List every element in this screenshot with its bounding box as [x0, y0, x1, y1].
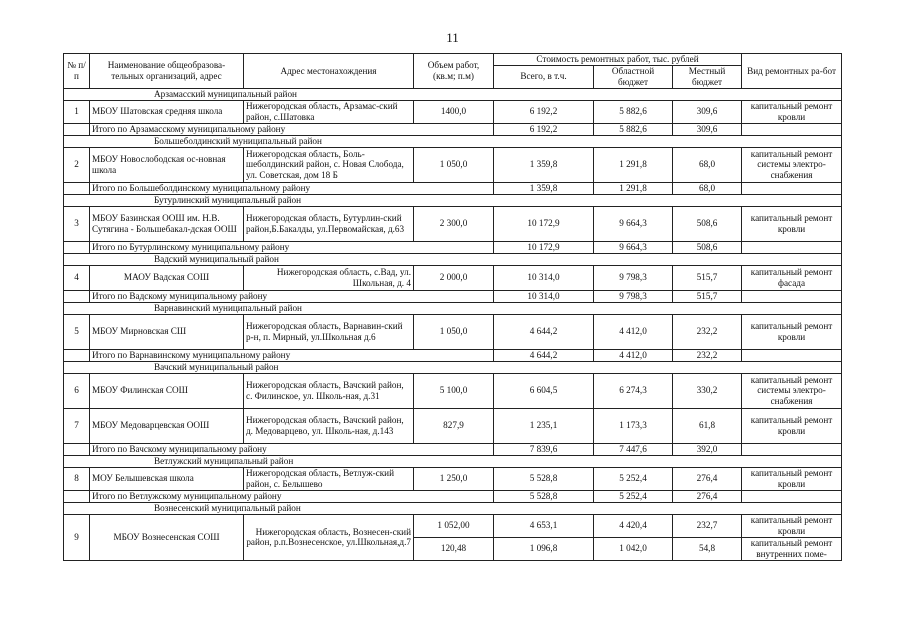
header-num: № п/п [64, 54, 90, 89]
cell-total: 4 653,1 [494, 514, 594, 537]
cell-address: Нижегородская область, с.Вад, ул. Школьная, д. 4 [244, 265, 414, 290]
cell-volume: 120,48 [414, 537, 494, 560]
cell-kind: капитальный ремонт внутренних поме- [742, 537, 842, 560]
total-regional: 1 291,8 [594, 182, 673, 194]
district-title: Ветлужский муниципальный район [64, 455, 842, 467]
cell-address: Нижегородская область, Варнавин-ский р-н, п. Мирный, ул.Школьная д.6 [244, 314, 414, 349]
total-total: 1 359,8 [494, 182, 594, 194]
total-label: Итого по Варнавинскому муниципальному району [90, 349, 494, 361]
cell-total: 1 359,8 [494, 147, 594, 182]
cell-kind: капитальный ремонт системы электро-снабжения [742, 373, 842, 408]
cell-regional: 9 798,3 [594, 265, 673, 290]
district-title: Вознесенский муниципальный район [64, 502, 842, 514]
cell-total: 6 192,2 [494, 100, 594, 123]
cell-num: 5 [64, 314, 90, 349]
total-total: 10 172,9 [494, 241, 594, 253]
cell-num: 1 [64, 100, 90, 123]
cell-name: МБОУ Филинская СОШ [90, 373, 244, 408]
cell-address: Нижегородская область, Бутурлин-ский район,Б.Бакалды, ул.Первомайская, д.63 [244, 206, 414, 241]
district-title: Вачский муниципальный район [64, 361, 842, 373]
header-name: Наименование общеобразова-тельных организаций, адрес [90, 54, 244, 89]
header-cost-group: Стоимость ремонтных работ, тыс. рублей [494, 54, 742, 66]
header-row-1 [64, 54, 842, 66]
total-local: 232,2 [673, 349, 742, 361]
cell-regional: 5 882,6 [594, 100, 673, 123]
cell-kind: капитальный ремонт системы электро-снабжения [742, 147, 842, 182]
district-title: Вадский муниципальный район [64, 253, 842, 265]
cell-address: Нижегородская область, Вачский район, д. Медоварцево, ул. Школь-ная, д.143 [244, 408, 414, 443]
cell-name: МБОУ Новослободская ос-новная школа [90, 147, 244, 182]
cell-regional: 6 274,3 [594, 373, 673, 408]
table-row [64, 373, 842, 408]
cell-num: 9 [64, 514, 90, 560]
cell-local: 232,7 [673, 514, 742, 537]
cell-volume: 5 100,0 [414, 373, 494, 408]
cell-kind: капитальный ремонт фасада [742, 265, 842, 290]
total-row [64, 241, 842, 253]
district-row [64, 88, 842, 100]
table-row [64, 100, 842, 123]
cell-local: 68,0 [673, 147, 742, 182]
cell-name: МАОУ Вадская СОШ [90, 265, 244, 290]
header-total: Всего, в т.ч. [494, 65, 594, 88]
cell-address: Нижегородская область, Боль-шеболдинский район, с. Новая Слобода, ул. Советская, дом 18 Б [244, 147, 414, 182]
cell-local: 330,2 [673, 373, 742, 408]
cell-regional: 9 664,3 [594, 206, 673, 241]
total-total: 4 644,2 [494, 349, 594, 361]
table-row [64, 206, 842, 241]
table-row [64, 408, 842, 443]
total-regional: 5 882,6 [594, 123, 673, 135]
cell-regional: 4 412,0 [594, 314, 673, 349]
total-local: 68,0 [673, 182, 742, 194]
cell-num: 7 [64, 408, 90, 443]
total-local: 392,0 [673, 443, 742, 455]
cell-regional: 1 173,3 [594, 408, 673, 443]
total-regional: 4 412,0 [594, 349, 673, 361]
cell-total: 4 644,2 [494, 314, 594, 349]
cell-kind: капитальный ремонт кровли [742, 206, 842, 241]
total-label: Итого по Ветлужскому муниципальному району [90, 490, 494, 502]
total-row [64, 443, 842, 455]
cell-kind: капитальный ремонт кровли [742, 100, 842, 123]
total-local: 276,4 [673, 490, 742, 502]
cell-local: 309,6 [673, 100, 742, 123]
total-regional: 9 798,3 [594, 290, 673, 302]
cell-volume: 1 250,0 [414, 467, 494, 490]
cell-kind: капитальный ремонт кровли [742, 467, 842, 490]
cell-volume: 2 300,0 [414, 206, 494, 241]
cell-regional: 1 291,8 [594, 147, 673, 182]
cell-volume: 1 052,00 [414, 514, 494, 537]
total-total: 7 839,6 [494, 443, 594, 455]
cell-num: 3 [64, 206, 90, 241]
cell-num: 2 [64, 147, 90, 182]
cell-volume: 1400,0 [414, 100, 494, 123]
table-row [64, 147, 842, 182]
header-local: Местный бюджет [673, 65, 742, 88]
cell-num: 8 [64, 467, 90, 490]
cell-local: 515,7 [673, 265, 742, 290]
cell-name: МБОУ Базинская ООШ им. Н.В. Сутягина - Большебакал-дская ООШ [90, 206, 244, 241]
cell-name: МОУ Белышевская школа [90, 467, 244, 490]
cell-name: МБОУ Вознесенская СОШ [90, 514, 244, 560]
table-row [64, 265, 842, 290]
header-volume: Объем работ, (кв.м; п.м) [414, 54, 494, 89]
district-row [64, 361, 842, 373]
cell-num: 4 [64, 265, 90, 290]
cell-total: 1 096,8 [494, 537, 594, 560]
cell-address: Нижегородская область, Вачский район, с. Филинское, ул. Школь-ная, д.31 [244, 373, 414, 408]
cell-regional: 1 042,0 [594, 537, 673, 560]
total-row [64, 123, 842, 135]
cell-local: 61,8 [673, 408, 742, 443]
total-total: 5 528,8 [494, 490, 594, 502]
total-row [64, 182, 842, 194]
cell-regional: 4 420,4 [594, 514, 673, 537]
cell-total: 10 172,9 [494, 206, 594, 241]
district-title: Большеболдинский муниципальный район [64, 135, 842, 147]
cell-local: 508,6 [673, 206, 742, 241]
table-row [64, 314, 842, 349]
total-local: 309,6 [673, 123, 742, 135]
cell-total: 10 314,0 [494, 265, 594, 290]
cell-total: 1 235,1 [494, 408, 594, 443]
total-regional: 9 664,3 [594, 241, 673, 253]
district-row [64, 194, 842, 206]
cell-num: 6 [64, 373, 90, 408]
repair-works-table [63, 53, 842, 561]
total-label: Итого по Вачскому муниципальному району [90, 443, 494, 455]
cell-name: МБОУ Медоварцевская ООШ [90, 408, 244, 443]
total-total: 10 314,0 [494, 290, 594, 302]
total-local: 515,7 [673, 290, 742, 302]
district-row [64, 135, 842, 147]
district-row [64, 302, 842, 314]
header-kind: Вид ремонтных ра-бот [742, 54, 842, 89]
district-row [64, 253, 842, 265]
cell-volume: 2 000,0 [414, 265, 494, 290]
cell-total: 6 604,5 [494, 373, 594, 408]
cell-volume: 827,9 [414, 408, 494, 443]
cell-address: Нижегородская область, Вознесен-ский район, р.п.Вознесенское, ул.Школьная,д.7 [244, 514, 414, 560]
cell-name: МБОУ Шатовская средняя школа [90, 100, 244, 123]
district-title: Бутурлинский муниципальный район [64, 194, 842, 206]
cell-kind: капитальный ремонт кровли [742, 314, 842, 349]
cell-name: МБОУ Мирновская СШ [90, 314, 244, 349]
table-row [64, 514, 842, 537]
table-row [64, 467, 842, 490]
cell-address: Нижегородская область, Арзамас-ский район, с.Шатовка [244, 100, 414, 123]
total-regional: 7 447,6 [594, 443, 673, 455]
district-title: Арзамасский муниципальный район [64, 88, 842, 100]
cell-volume: 1 050,0 [414, 147, 494, 182]
cell-regional: 5 252,4 [594, 467, 673, 490]
cell-total: 5 528,8 [494, 467, 594, 490]
cell-kind: капитальный ремонт кровли [742, 514, 842, 537]
total-label: Итого по Вадскому муниципальному району [90, 290, 494, 302]
total-label: Итого по Бутурлинскому муниципальному району [90, 241, 494, 253]
cell-local: 54,8 [673, 537, 742, 560]
district-row [64, 455, 842, 467]
total-label: Итого по Большеболдинскому муниципальному району [90, 182, 494, 194]
page-number: 11 [446, 30, 459, 45]
header-regional: Областной бюджет [594, 65, 673, 88]
total-label: Итого по Арзамасскому муниципальному району [90, 123, 494, 135]
cell-local: 232,2 [673, 314, 742, 349]
cell-kind: капитальный ремонт кровли [742, 408, 842, 443]
district-title: Варнавинский муниципальный район [64, 302, 842, 314]
cell-address: Нижегородская область, Ветлуж-ский район, с. Белышево [244, 467, 414, 490]
district-row [64, 502, 842, 514]
total-row [64, 349, 842, 361]
total-row [64, 290, 842, 302]
total-row [64, 490, 842, 502]
cell-local: 276,4 [673, 467, 742, 490]
total-regional: 5 252,4 [594, 490, 673, 502]
total-local: 508,6 [673, 241, 742, 253]
total-total: 6 192,2 [494, 123, 594, 135]
cell-volume: 1 050,0 [414, 314, 494, 349]
header-address: Адрес местонахождения [244, 54, 414, 89]
